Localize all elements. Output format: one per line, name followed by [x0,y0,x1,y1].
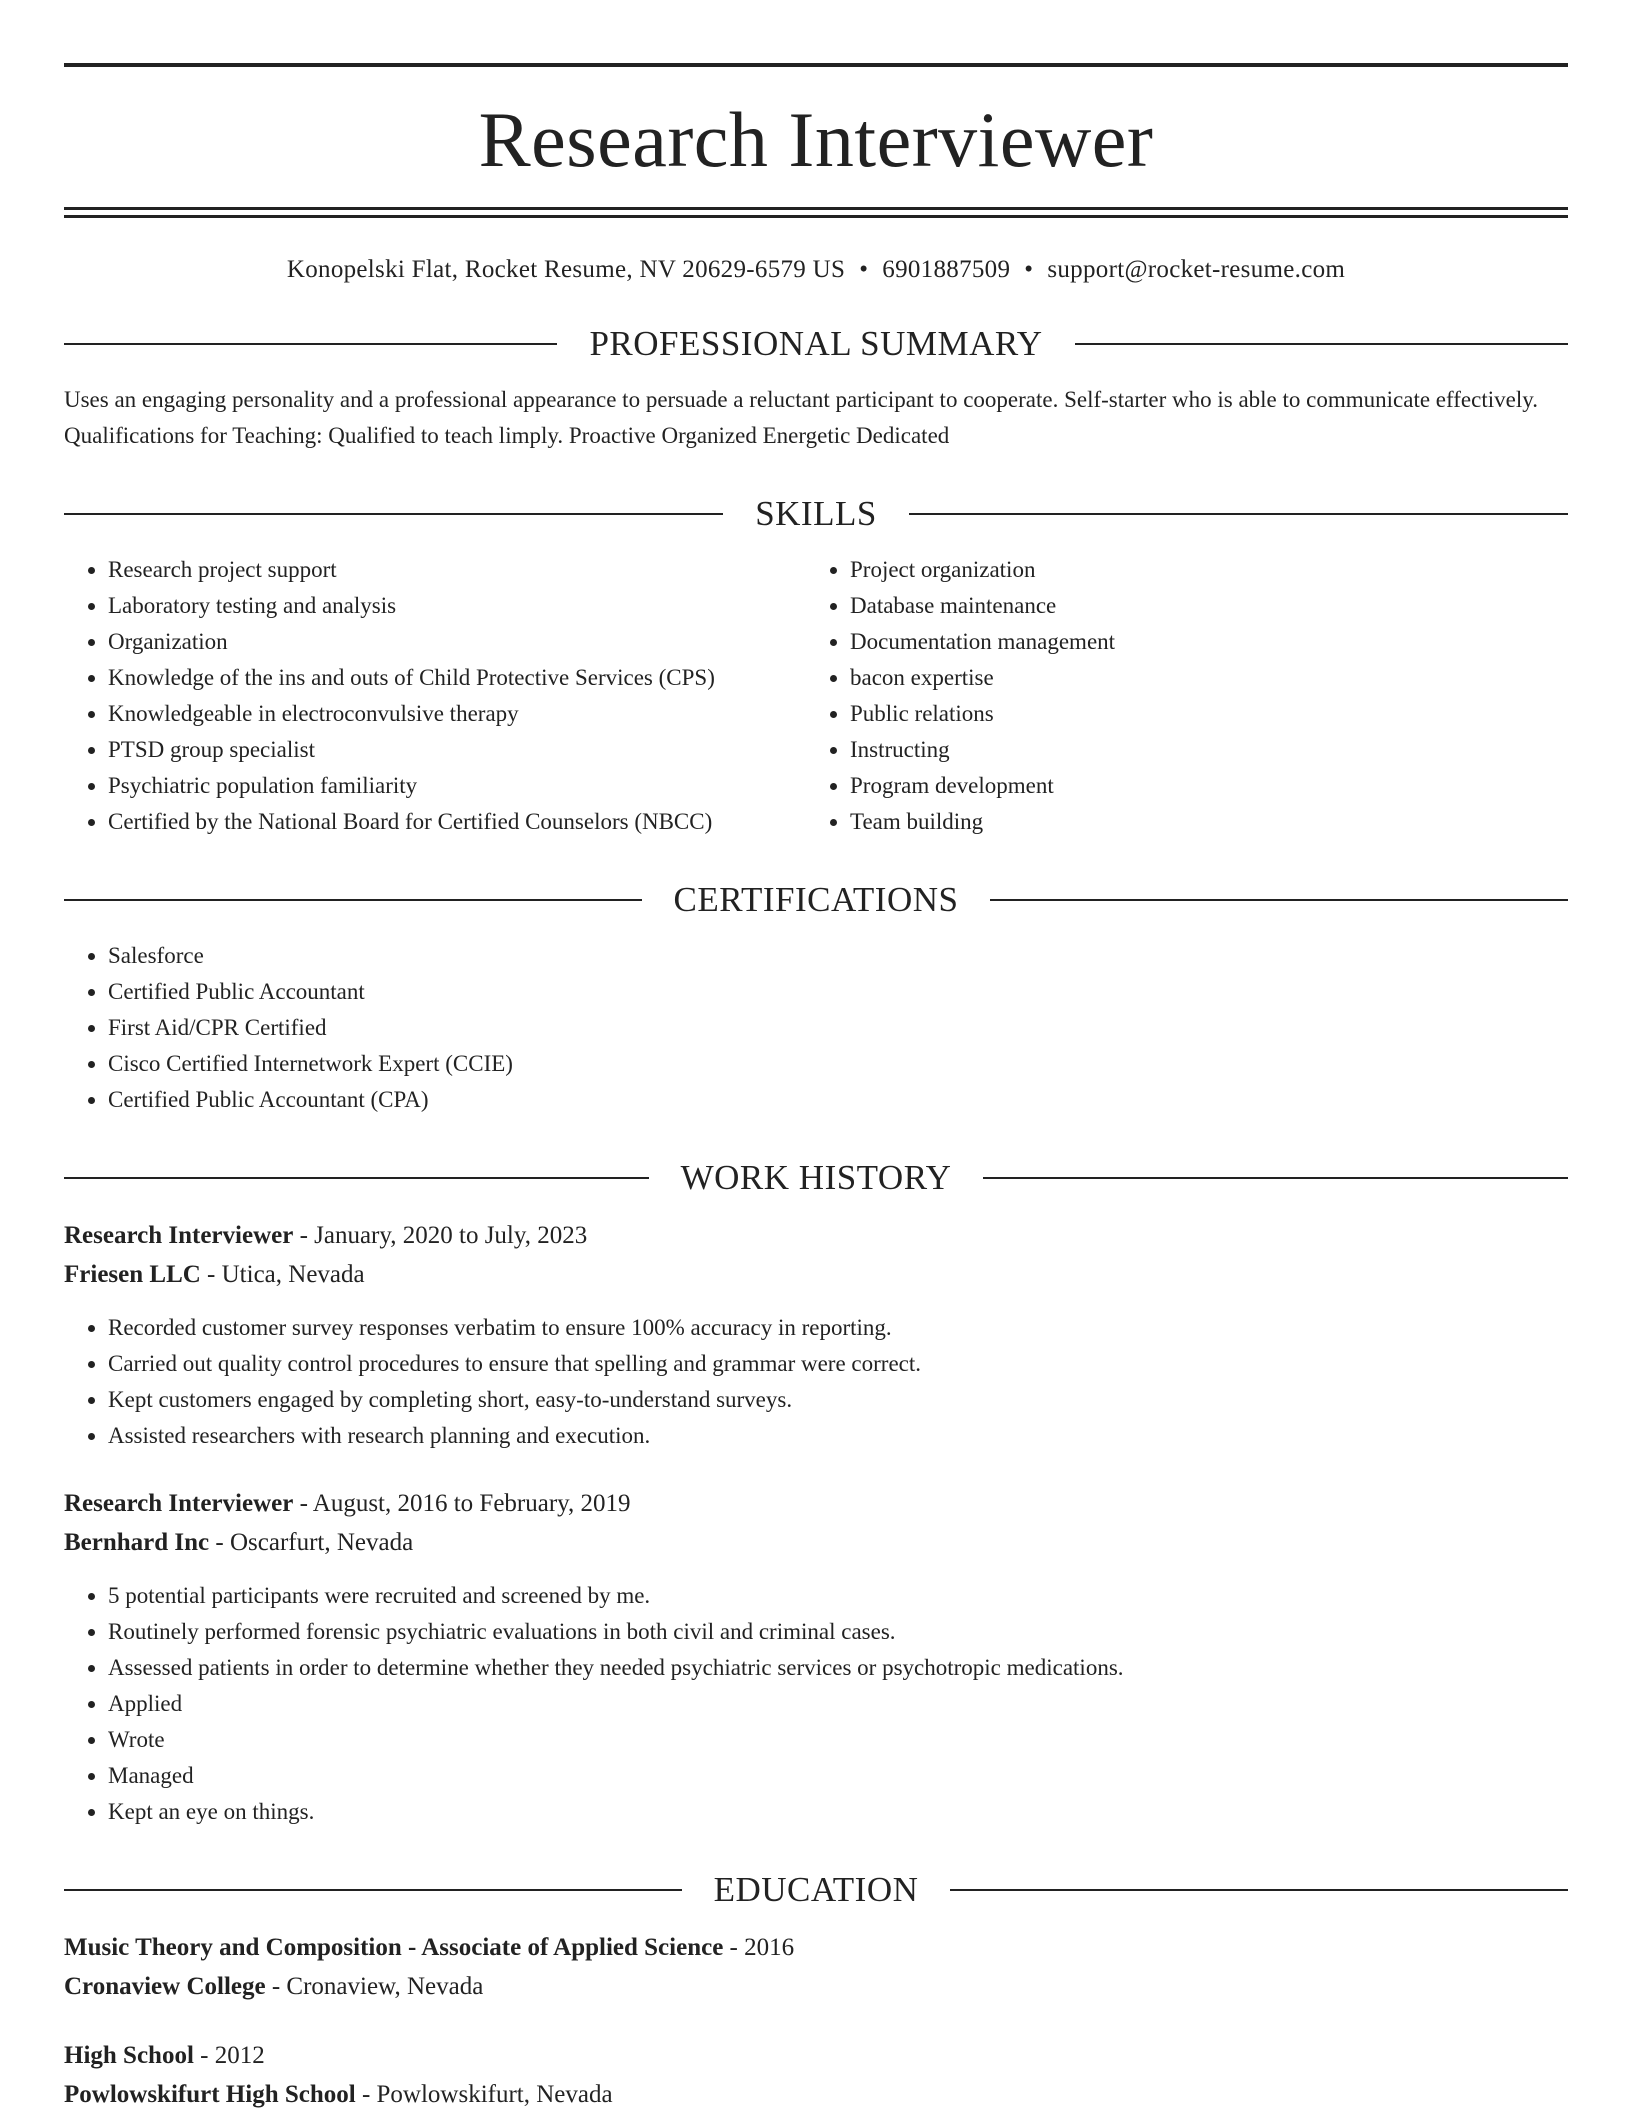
skill-item: • Organization [108,624,806,660]
summary-text: Uses an engaging personality and a professional appearance to persuade a reluctant participant to cooperate. Self-starter who is able to communicate effectively. Qualifications for Teaching: Qualified to teach limply. Proactive Organized Energetic Dedicated [64,387,1538,448]
job-company: Bernhard Inc [64,1529,210,1556]
job-bullet: • Kept customers engaged by completing short, easy-to-understand surveys. [108,1382,1568,1418]
heading-rule-left [64,899,642,901]
skill-item: • Public relations [850,696,1548,732]
top-rule [64,63,1568,67]
section-heading-certifications [64,880,1568,920]
section-title-work: WORK HISTORY [680,1158,952,1197]
job-title-line [64,1484,1568,1523]
skill-item: • Psychiatric population familiarity [108,768,806,804]
education-year: - 2016 [723,1934,795,1961]
job-company-line [64,1255,1568,1294]
section-heading-education [64,1870,1568,1910]
skill-item: • Project organization [850,552,1548,588]
skills-column-left [64,552,806,840]
heading-rule-right [950,1889,1568,1891]
skills-column-right [806,552,1548,840]
job-title: Research Interviewer [64,1490,294,1517]
section-heading-summary [64,324,1568,364]
contact-phone: 6901887509 [882,256,1011,283]
job-location: - Oscarfurt, Nevada [209,1529,414,1556]
education-year: - 2012 [193,2042,265,2069]
job-bullet: • Recorded customer survey responses verbatim to ensure 100% accuracy in reporting. [108,1310,1568,1346]
skill-item: • Database maintenance [850,588,1548,624]
skills-list-left [64,552,806,840]
contact-separator: • [859,256,869,283]
skill-item: • Certified by the National Board for Certified Counselors (NBCC) [108,804,806,840]
education-entry [64,2036,1568,2114]
heading-rule-left [64,1177,649,1179]
top-rule-wrapper [64,0,1568,67]
contact-line [64,256,1568,284]
skills-grid [64,552,1568,840]
skill-item: • Laboratory testing and analysis [108,588,806,624]
resume-title: Research Interviewer [478,96,1154,183]
job-location: - Utica, Nevada [200,1261,365,1288]
certification-item: • Salesforce [108,938,1568,974]
job-bullet: • Routinely performed forensic psychiatric evaluations in both civil and criminal cases. [108,1614,1568,1650]
skill-item: • PTSD group specialist [108,732,806,768]
job-bullet: • Wrote [108,1722,1568,1758]
job-entry [64,1484,1568,1830]
job-bullet: • Carried out quality control procedures to ensure that spelling and grammar were correct. [108,1346,1568,1382]
job-bullet: • Applied [108,1686,1568,1722]
job-bullet: • Managed [108,1758,1568,1794]
skill-item: • Research project support [108,552,806,588]
certification-item: • Certified Public Accountant (CPA) [108,1082,1568,1118]
section-title-education: EDUCATION [713,1870,919,1909]
section-title-skills: SKILLS [755,494,877,533]
section-title-summary: PROFESSIONAL SUMMARY [589,324,1043,363]
contact-separator: • [1024,256,1034,283]
job-dates: - August, 2016 to February, 2019 [293,1490,631,1517]
heading-rule-left [64,513,723,515]
heading-rule-right [983,1177,1568,1179]
job-bullet: • 5 potential participants were recruited and screened by me. [108,1578,1568,1614]
job-bullet: • Kept an eye on things. [108,1794,1568,1830]
education-location: - Cronaview, Nevada [265,1973,484,2000]
job-bullet: • Assisted researchers with research planning and execution. [108,1418,1568,1454]
education-school-line [64,1967,1568,2006]
heading-rule-left [64,1889,682,1891]
job-dates: - January, 2020 to July, 2023 [293,1222,588,1249]
skill-item: • bacon expertise [850,660,1548,696]
title-double-rule [64,207,1568,218]
education-degree-line [64,1928,1568,1967]
education-school-line [64,2075,1568,2114]
contact-email: support@rocket-resume.com [1047,256,1346,283]
education-school: Powlowskifurt High School [64,2081,356,2108]
job-bullet: • Assessed patients in order to determine whether they needed psychiatric services or psychotropic medications. [108,1650,1568,1686]
skill-item: • Documentation management [850,624,1548,660]
education-degree: High School [64,2042,194,2069]
certification-item: • Certified Public Accountant [108,974,1568,1010]
job-company: Friesen LLC [64,1261,201,1288]
heading-rule-right [909,513,1568,515]
job-bullets [64,1310,1568,1454]
certifications-list [64,938,1568,1118]
section-heading-skills [64,494,1568,534]
job-bullets [64,1578,1568,1830]
education-location: - Powlowskifurt, Nevada [355,2081,613,2108]
skill-item: • Program development [850,768,1548,804]
certification-item: • Cisco Certified Internetwork Expert (CCIE) [108,1046,1568,1082]
skills-list-right [806,552,1548,840]
job-title-line [64,1216,1568,1255]
skill-item: • Instructing [850,732,1548,768]
job-company-line [64,1523,1568,1562]
education-degree: Music Theory and Composition - Associate of Applied Science [64,1934,724,1961]
contact-address: Konopelski Flat, Rocket Resume, NV 20629-6579 US [286,256,846,283]
job-title: Research Interviewer [64,1222,294,1249]
education-entry [64,1928,1568,2006]
skill-item: • Team building [850,804,1548,840]
education-school: Cronaview College [64,1973,266,2000]
section-heading-work [64,1158,1568,1198]
heading-rule-left [64,343,557,345]
certification-item: • First Aid/CPR Certified [108,1010,1568,1046]
education-degree-line [64,2036,1568,2075]
heading-rule-right [990,899,1568,901]
job-entry [64,1216,1568,1454]
skill-item: • Knowledge of the ins and outs of Child Protective Services (CPS) [108,660,806,696]
heading-rule-right [1075,343,1568,345]
section-title-certifications: CERTIFICATIONS [673,880,959,919]
skill-item: • Knowledgeable in electroconvulsive therapy [108,696,806,732]
